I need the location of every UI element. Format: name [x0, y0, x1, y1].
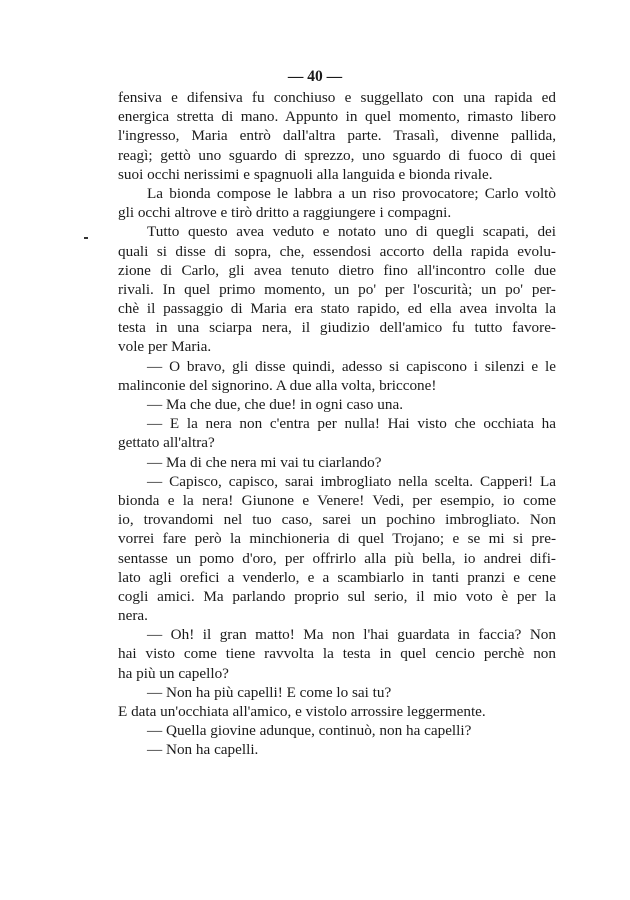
paragraph [118, 184, 556, 222]
text-line: vorrei fare però la minchioneria di quel Trojano; e se mi si pre- [118, 530, 556, 548]
text-line: ha più un capello? [118, 664, 229, 682]
text-line: rivali. In quel primo momento, un po' per l'oscurità; un po' per- [118, 280, 556, 298]
text-line: zione di Carlo, gli avea tenuto dietro fino all'incontro colle due [118, 261, 556, 279]
text-line: La bionda compose le labbra a un riso provocatore; Carlo voltò [147, 184, 556, 202]
text-line: — Capisco, capisco, sarai imbrogliato nella scelta. Capperi! La [147, 472, 556, 490]
paragraph [118, 472, 556, 626]
text-line: io, trovandomi nel tuo caso, sarei un pochino imbrogliato. Non [118, 511, 556, 529]
paragraph [118, 683, 556, 702]
text-line: — O bravo, gli disse quindi, adesso si capiscono i silenzi e le [147, 357, 556, 375]
text-line: reagì; gettò uno sguardo di sprezzo, uno sguardo di fuoco di quei [118, 146, 556, 164]
paragraph [118, 721, 556, 740]
text-line: — Ma che due, che due! in ogni caso una. [147, 396, 403, 413]
text-line: testa in una sciarpa nera, il giudizio dell'amico fu tutto favore- [118, 319, 556, 337]
paragraph [118, 395, 556, 414]
margin-mark [84, 237, 88, 239]
text-line: nera. [118, 607, 148, 625]
text-line: vole per Maria. [118, 338, 212, 356]
text-line: — E la nera non c'entra per nulla! Hai visto che occhiata ha [147, 415, 556, 433]
page-number: — 40 — [287, 68, 343, 85]
text-line: l'ingresso, Maria entrò dall'altra parte. Trasalì, divenne pallida, [118, 127, 556, 145]
text-line: hai visto come tiene ravvolta la testa in quel cencio perchè non [118, 645, 556, 663]
text-line: cogli amici. Ma parlando proprio sul serio, il mio voto è per la [118, 587, 556, 605]
text-line: chè il passaggio di Maria era stato rapido, ed ella avea involta la [118, 300, 556, 318]
paragraph [118, 453, 556, 472]
text-line: gettato all'altra? [118, 434, 215, 452]
text-line: bionda e la nera! Giunone e Venere! Vedi, per esempio, io come [118, 491, 556, 509]
paragraph [118, 740, 556, 759]
text-line: E data un'occhiata all'amico, e vistolo arrossire leggermente. [118, 703, 486, 720]
paragraph [118, 625, 556, 683]
text-line: — Oh! il gran matto! Ma non l'hai guardata in faccia? Non [147, 626, 556, 644]
text-line: lato agli orefici a venderlo, e a scambiarlo in tanti pranzi e cene [118, 568, 556, 586]
text-line: Tutto questo avea veduto e notato uno di quegli scapati, dei [147, 223, 556, 241]
text-line: — Non ha capelli. [147, 741, 259, 759]
text-line: quali si disse di sopra, che, essendosi accorto della rapida evolu- [118, 242, 556, 260]
paragraph [118, 88, 556, 184]
text-line: fensiva e difensiva fu conchiuso e suggellato con una rapida ed [118, 89, 556, 106]
text-line: sentasse un pomo d'oro, per offrirlo alla più bella, io andrei difi- [118, 549, 556, 567]
paragraph [118, 414, 556, 452]
paragraph [118, 357, 556, 395]
body-text [118, 88, 556, 760]
text-line: gli occhi altrove e tirò dritto a raggiungere i compagni. [118, 204, 452, 222]
text-line: — Ma di che nera mi vai tu ciarlando? [147, 453, 382, 471]
text-line: — Non ha più capelli! E come lo sai tu? [147, 683, 392, 701]
text-line: suoi occhi nerissimi e spagnuoli alla languida e bionda rivale. [118, 165, 493, 183]
text-line: malinconie del signorino. A due alla volta, briccone! [118, 376, 437, 394]
text-line: — Quella giovine adunque, continuò, non ha capelli? [147, 722, 472, 740]
text-line: energica stretta di mano. Appunto in quel momento, rimasto libero [118, 108, 556, 126]
paragraph [118, 222, 556, 356]
paragraph [118, 702, 556, 721]
